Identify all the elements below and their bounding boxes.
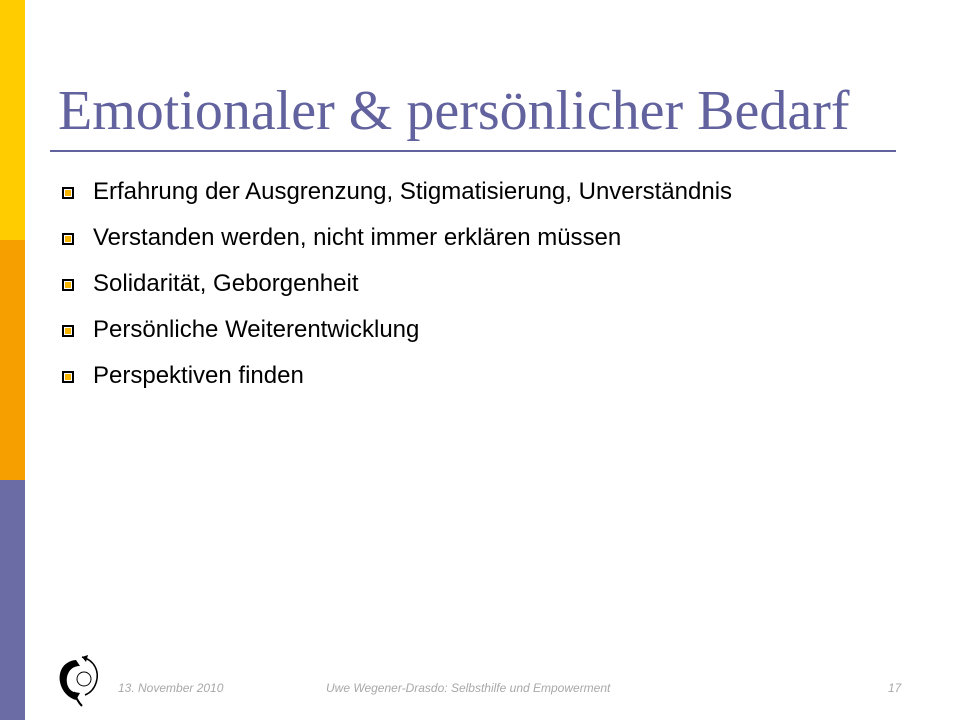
bullet-item bbox=[62, 176, 862, 208]
bullet-text: Solidarität, Geborgenheit bbox=[93, 270, 359, 297]
bullet-text: Verstanden werden, nicht immer erklären müssen bbox=[93, 224, 622, 251]
square-bullet-icon bbox=[62, 325, 74, 337]
accent-stripe-middle bbox=[0, 240, 25, 480]
bullet-item bbox=[62, 360, 862, 392]
accent-stripe-top bbox=[0, 0, 25, 240]
square-bullet-icon bbox=[62, 187, 74, 199]
page-number: 17 bbox=[888, 681, 902, 695]
bullet-item bbox=[62, 268, 862, 300]
square-bullet-icon bbox=[62, 371, 74, 383]
bullet-text: Erfahrung der Ausgrenzung, Stigmatisierung, Unverständnis bbox=[93, 178, 733, 205]
bullet-list bbox=[62, 176, 862, 392]
footer-date: 13. November 2010 bbox=[118, 681, 224, 695]
accent-stripe-bottom bbox=[0, 480, 25, 720]
bullet-text: Persönliche Weiterentwicklung bbox=[93, 316, 420, 343]
square-bullet-icon bbox=[62, 233, 74, 245]
bullet-item bbox=[62, 222, 862, 254]
slide-title: Emotionaler & persönlicher Bedarf bbox=[58, 80, 850, 142]
bullet-text: Perspektiven finden bbox=[93, 362, 304, 389]
footer-text: Uwe Wegener-Drasdo: Selbsthilfe und Empowerment bbox=[326, 681, 611, 695]
bullet-item bbox=[62, 314, 862, 346]
title-underline bbox=[50, 150, 896, 152]
square-bullet-icon bbox=[62, 279, 74, 291]
self-help-logo-icon bbox=[54, 652, 102, 708]
